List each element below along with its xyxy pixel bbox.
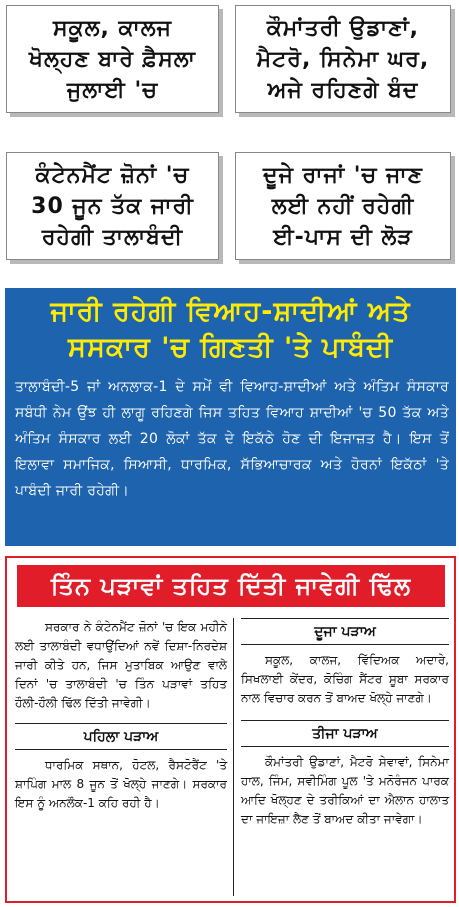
phase3-heading: ਤੀਜਾ ਪੜਾਅ <box>241 720 449 747</box>
headline-text: ਦੂਜੇ ਰਾਜਾਂ 'ਚ ਜਾਣ ਲਈ ਨਹੀਂ ਰਹੇਗੀ ਈ-ਪਾਸ ਦੀ ਲੋੜ <box>263 162 423 250</box>
phases-panel <box>5 556 456 903</box>
headline-text: ਸਕੂਲ, ਕਾਲਜ ਖੋਲ੍ਹਣ ਬਾਰੇ ਫ਼ੈਸਲਾ ਜੁਲਾਈ 'ਚ <box>29 15 196 103</box>
headline-e-pass <box>235 152 451 260</box>
phases-right-column <box>241 618 449 829</box>
marriage-restrictions-body: ਤਾਲਾਬੰਦੀ-5 ਜਾਂ ਅਨਲਾਕ-1 ਦੇ ਸਮੇਂ ਵੀ ਵਿਆਹ-ਸ਼ਾਦੀਆਂ ਅਤੇ ਅੰਤਿਮ ਸੰਸਕਾਰ ਸਬੰਧੀ ਨੇਮ ਉਂਝ ਹੀ ਲਾਗੂ ਰਹਿਣਗੇ ਜਿਸ ਤਹਿਤ ਵਿਆਹ ਸ਼ਾਦੀਆਂ 'ਚ 50 ਤੱਕ ਅਤੇ ਅੰਤਿਮ ਸੰਸਕਾਰ ਲਈ 20 ਲੋਕਾਂ ਤੱਕ ਦੇ ਇਕੱਠੇ ਹੋਣ ਦੀ ਇਜਾਜ਼ਤ ਹੈ। ਇਸ ਤੋਂ ਇਲਾਵਾ ਸਮਾਜਿਕ, ਸਿਆਸੀ, ਧਾਰਮਿਕ, ਸੱਭਿਆਚਾਰਕ ਅਤੇ ਹੋਰਨਾਂ ਇਕੱਠਾਂ 'ਤੇ ਪਾਬੰਦੀ ਜਾਰੀ ਰਹੇਗੀ। <box>15 379 449 499</box>
phase1-text: ਧਾਰਮਿਕ ਸਥਾਨ, ਹੋਟਲ, ਰੈਸਟੋਰੈਂਟ 'ਤੇ ਸ਼ਾਪਿੰਗ ਮਾਲ 8 ਜੂਨ ਤੋਂ ਖੋਲ੍ਹੇ ਜਾਣਗੇ। ਸਰਕਾਰ ਇਸ ਨੂੰ ਅਨਲੌਕ-1 ਕਹਿ ਰਹੀ ਹੈ। <box>15 758 227 810</box>
phase3-text: ਕੌਮਾਂਤਰੀ ਉਡਾਣਾਂ, ਮੈਟਰੋ ਸੇਵਾਵਾਂ, ਸਿਨੇਮਾ ਹਾਲ, ਜਿੰਮ, ਸਵੀਮਿੰਗ ਪੂਲ 'ਤੇ ਮਨੋਰੰਜਨ ਪਾਰਕ ਆਦਿ ਖੋਲ੍ਹਣ ਦੇ ਤਰੀਕਿਆਂ ਦਾ ਐਲਾਨ ਹਾਲਾਤ ਦਾ ਜਾਇਜ਼ਾ ਲੈਣ ਤੋਂ ਬਾਅਦ ਕੀਤਾ ਜਾਵੇਗਾ। <box>241 755 449 826</box>
headline-containment-zones <box>6 152 219 260</box>
phases-title: ਤਿੰਨ ਪੜਾਵਾਂ ਤਹਿਤ ਦਿੱਤੀ ਜਾਵੇਗੀ ਢਿੱਲ <box>50 572 412 600</box>
phases-intro: ਸਰਕਾਰ ਨੇ ਕੰਟੇਨਮੈਂਟ ਜ਼ੋਨਾਂ 'ਚ ਇਕ ਮਹੀਨੇ ਲਈ ਤਾਲਾਬੰਦੀ ਵਧਾਉਂਦਿਆਂ ਨਵੇਂ ਦਿਸ਼ਾ-ਨਿਰਦੇਸ਼ ਜਾਰੀ ਕੀਤੇ ਹਨ, ਜਿਸ ਮੁਤਾਬਿਕ ਆਉਣ ਵਾਲੇ ਦਿਨਾਂ 'ਚ ਤਾਲਾਬੰਦੀ 'ਚ ਤਿੰਨ ਪੜਾਵਾਂ ਤਹਿਤ ਹੌਲੀ-ਹੌਲੀ ਢਿੱਲ ਦਿੱਤੀ ਜਾਵੇਗੀ। <box>15 620 227 710</box>
headline-text: ਕੌਮਾਂਤਰੀ ਉਡਾਣਾਂ, ਮੈਟਰੋ, ਸਿਨੇਮਾ ਘਰ, ਅਜੇ ਰਹਿਣਗੇ ਬੰਦ <box>256 15 430 103</box>
headline-text: ਕੰਟੇਨਮੈਂਟ ਜ਼ੋਨਾਂ 'ਚ 30 ਜੂਨ ਤੱਕ ਜਾਰੀ ਰਹੇਗੀ ਤਾਲਾਬੰਦੀ <box>31 162 194 250</box>
phase1-heading: ਪਹਿਲਾ ਪੜਾਅ <box>15 723 227 750</box>
phase2-text: ਸਕੂਲ, ਕਾਲਜ, ਵਿੱਦਿਅਕ ਅਦਾਰੇ, ਸਿਖਲਾਈ ਕੇਂਦਰ, ਕੋਚਿੰਗ ਸੈਂਟਰ ਸੂਬਾ ਸਰਕਾਰ ਨਾਲ ਵਿਚਾਰ ਕਰਨ ਤੋਂ ਬਾਅਦ ਖੋਲ੍ਹੇ ਜਾਣਗੇ। <box>241 653 449 705</box>
column-divider <box>233 618 234 896</box>
marriage-restrictions-title: ਜਾਰੀ ਰਹੇਗੀ ਵਿਆਹ-ਸ਼ਾਦੀਆਂ ਅਤੇ ਸਸਕਾਰ 'ਚ ਗਿਣਤੀ 'ਤੇ ਪਾਬੰਦੀ <box>50 296 411 363</box>
headline-international-flights <box>235 5 451 113</box>
phases-title-bar <box>17 565 445 607</box>
phases-left-column <box>15 618 227 813</box>
headline-schools-colleges <box>6 5 219 113</box>
phase2-heading: ਦੂਜਾ ਪੜਾਅ <box>241 618 449 645</box>
marriage-restrictions-panel <box>5 288 456 546</box>
